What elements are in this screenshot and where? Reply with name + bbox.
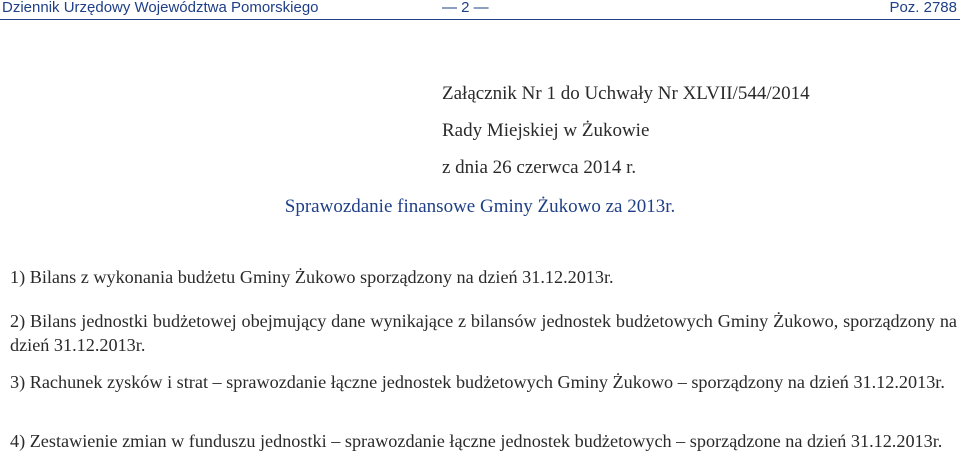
attachment-line-3: z dnia 26 czerwca 2014 r.: [442, 157, 637, 178]
report-item-3: 3) Rachunek zysków i strat – sprawozdanie łączne jednostek budżetowych Gminy Żukowo – sporządzony na dzień 31.12.2013r.: [10, 372, 945, 392]
report-item-1: 1) Bilans z wykonania budżetu Gminy Żukowo sporządzony na dzień 31.12.2013r.: [10, 267, 614, 287]
report-title: Sprawozdanie finansowe Gminy Żukowo za 2013r.: [284, 196, 676, 217]
position-number: Poz. 2788: [889, 0, 957, 16]
header-divider: [0, 19, 960, 20]
journal-name: Dziennik Urzędowy Województwa Pomorskiego: [2, 0, 319, 16]
attachment-block: [442, 75, 810, 186]
report-item-2: 2) Bilans jednostki budżetowej obejmujący dane wynikające z bilansów jednostek budżetowych Gminy Żukowo, sporządzony na dzień 31.12.2013r.: [10, 311, 957, 355]
report-item-4: 4) Zestawienie zmian w funduszu jednostki – sprawozdanie łączne jednostek budżetowych – sporządzone na dzień 31.12.2013r.: [10, 431, 943, 451]
page-number: — 2 —: [442, 0, 489, 16]
attachment-line-2: Rady Miejskiej w Żukowie: [442, 120, 650, 141]
page-header: [0, 0, 960, 22]
attachment-line-1: Załącznik Nr 1 do Uchwały Nr XLVII/544/2014: [442, 83, 810, 104]
